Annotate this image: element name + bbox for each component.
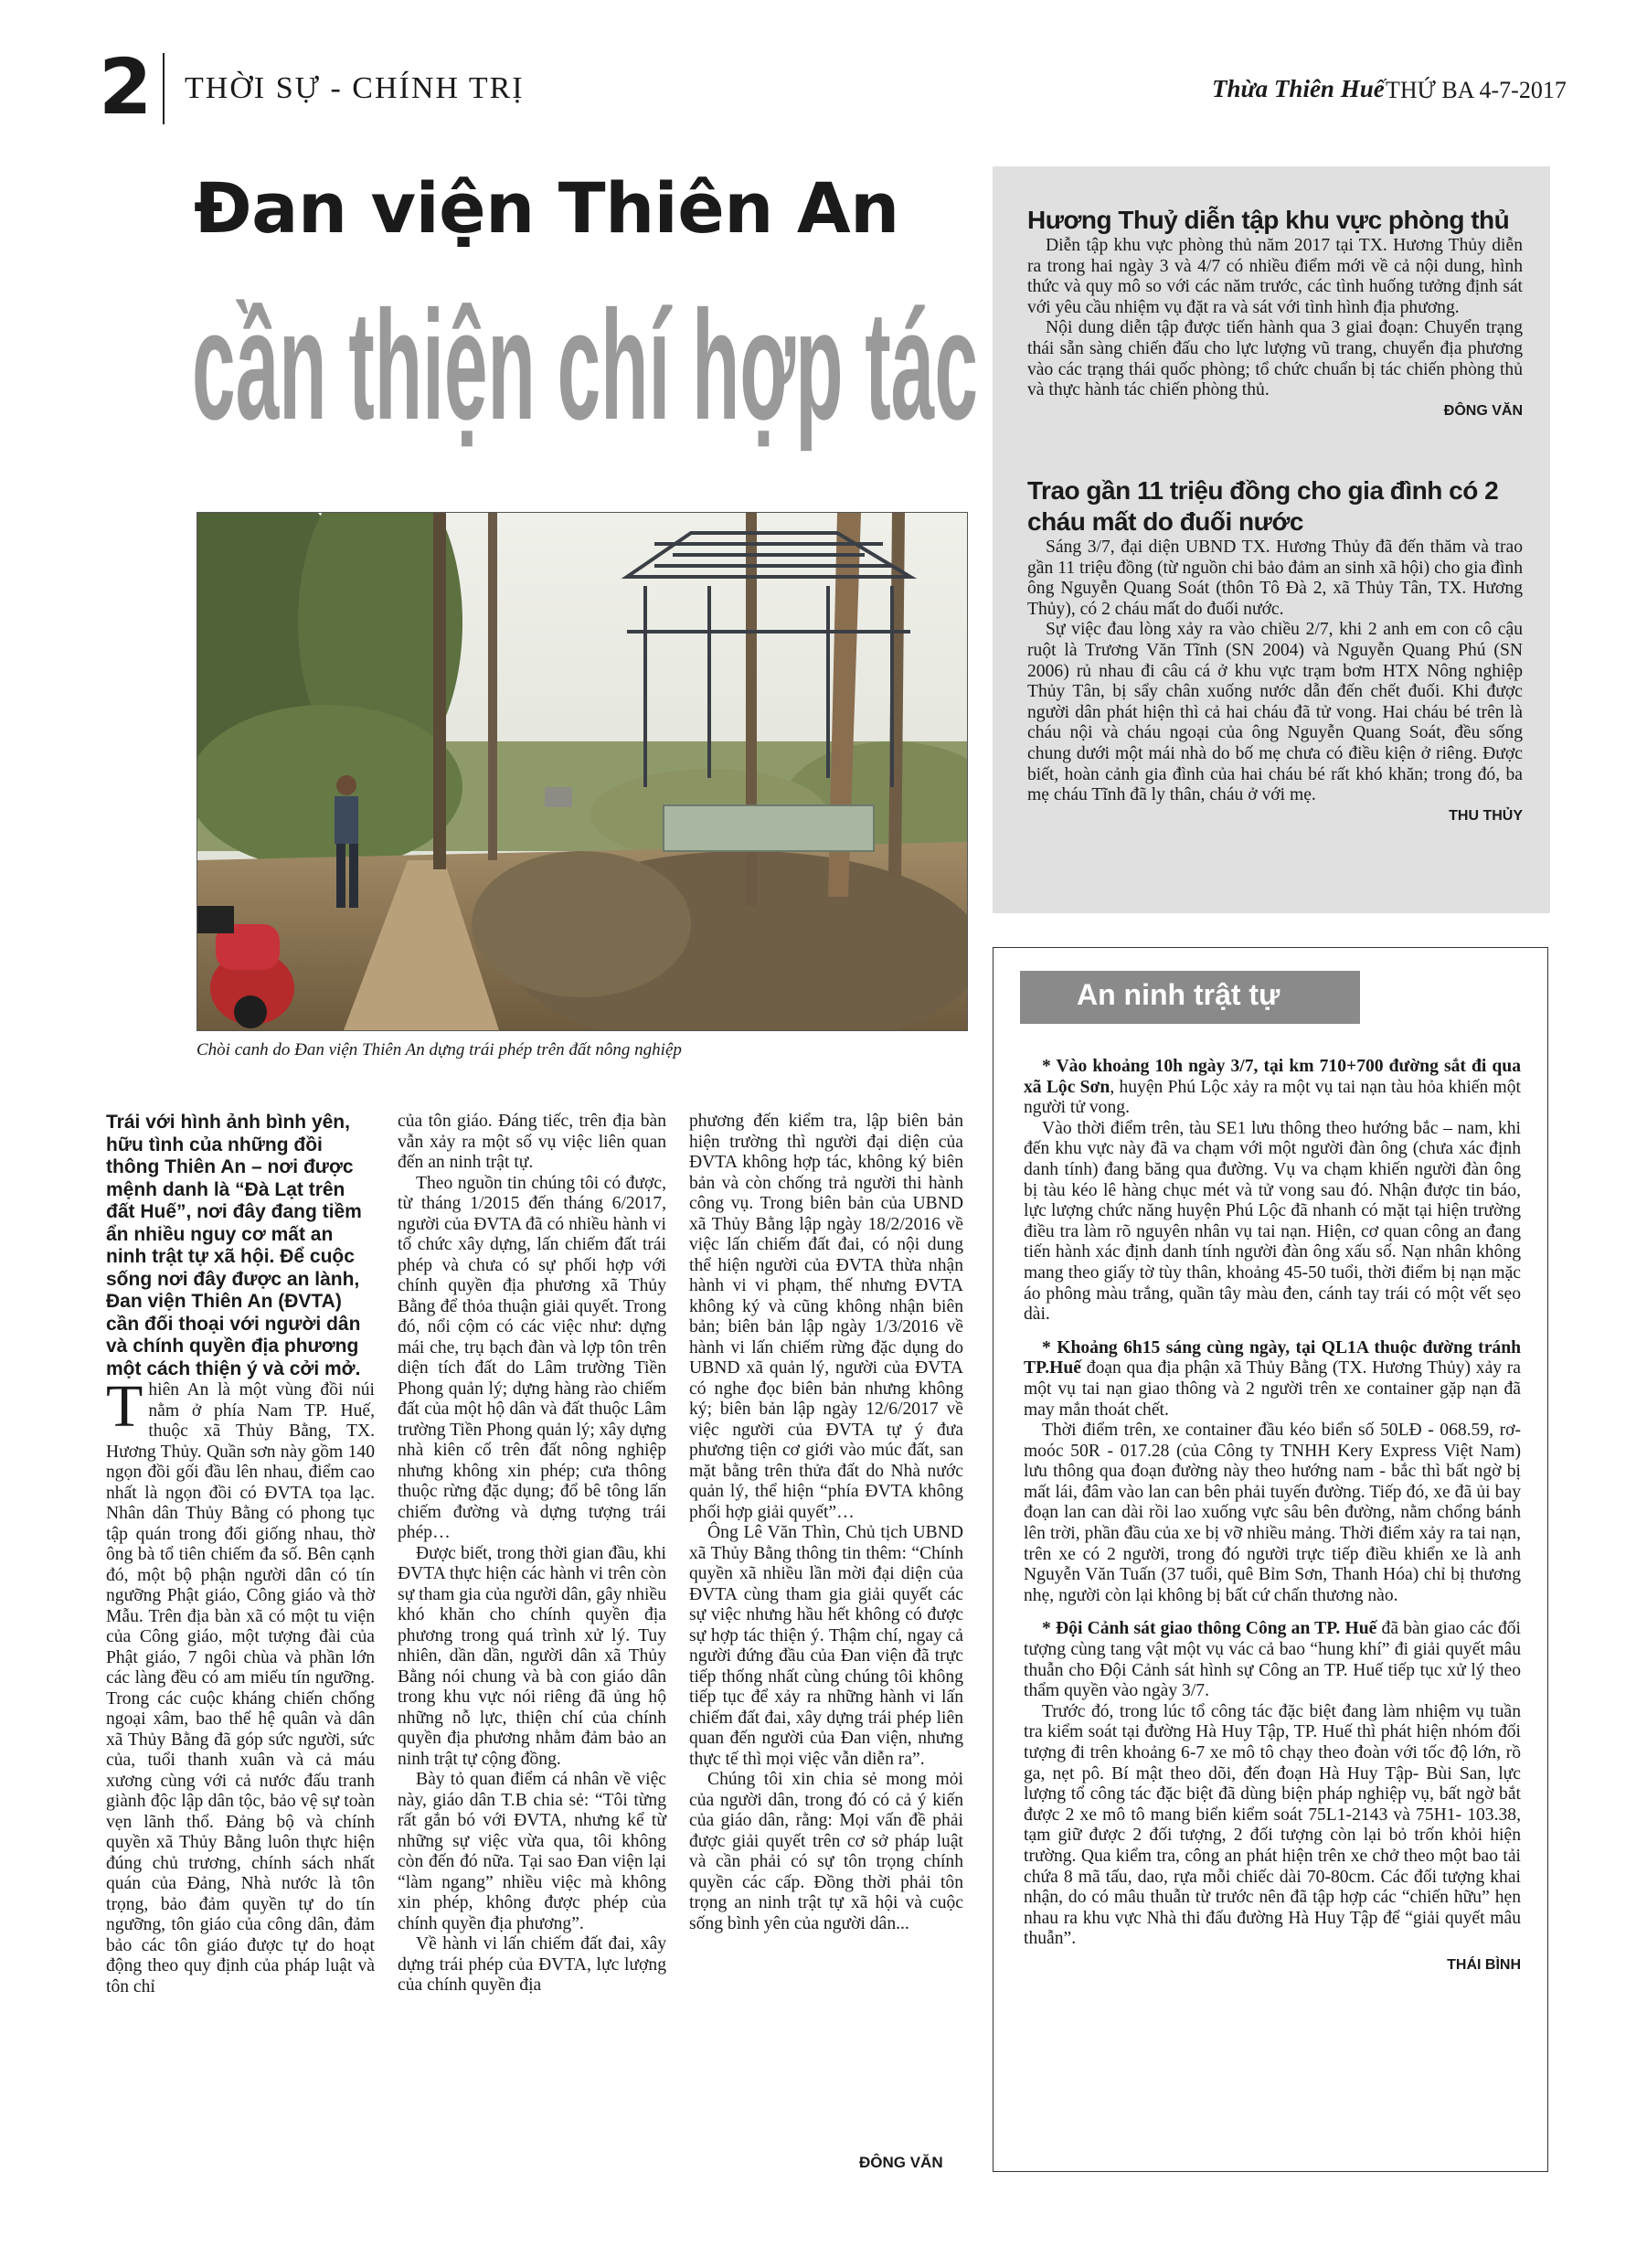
- article-paragraph: Ông Lê Văn Thìn, Chủ tịch UBND xã Thủy Bằng thông tin thêm: “Chính quyền xã nhiều lần mời đại diện của ĐVTA cùng tham gia giải quyết các sự việc nhưng hầu hết không có được sự hợp tác thiện ý. Thậm chí, ngay cả người đứng đầu của Đan viện đã trực tiếp thống nhất cùng chúng tôi không tiếp tục để xảy ra những hành vi lấn chiếm đất đai, xây dựng trái phép liên quan đến người của Đan viện, nhưng thực tế thì mọi việc vẫn diễn ra”.: [689, 1523, 963, 1769]
- article-byline: ĐÔNG VĂN: [859, 2154, 943, 2171]
- article-column-2: [398, 1112, 666, 1996]
- security-item-text: , huyện Phú Lộc xảy ra một vụ tai nạn tàu hỏa khiến một người tử vong.: [1024, 1077, 1521, 1118]
- photo-caption: Chòi canh do Đan viện Thiên An dựng trái phép trên đất nông nghiệp: [197, 1040, 682, 1059]
- paper-name: Thừa Thiên Huế: [1212, 75, 1385, 102]
- article-paragraph: phương đến kiểm tra, lập biên bản hiện trường thì người đại diện của ĐVTA không hợp tác, không ký biên bản và còn chống trả người thi hành công vụ. Trong biên bản của UBND xã Thủy Bằng lập ngày 18/2/2016 về việc lấn chiếm đất đai, có nội dung thể hiện người của ĐVTA thừa nhận hành vi vi phạm, thế nhưng ĐVTA không ký và cũng không nhận biên bản; biên bản lập ngày 1/3/2016 về hành vi lấn chiếm rừng đặc dụng do UBND xã quản lý, người của ĐVTA có nghe đọc biên bản nhưng không ký; biên bản lập ngày 12/6/2017 về việc người của ĐVTA tự ý đưa phương tiện cơ giới vào múc đất, san mặt bằng trên thửa đất do Nhà nước quản lý, thể hiện “phía ĐVTA không phối hợp giải quyết”…: [689, 1112, 963, 1522]
- security-item-lead: * Vào khoảng 10h ngày 3/7, tại km 710+700 đường sắt đi qua xã Lộc Sơn: [1024, 1057, 1521, 1097]
- news-item-byline: ĐÔNG VĂN: [1443, 402, 1523, 419]
- news-item-byline: THU THỦY: [1449, 807, 1523, 824]
- security-item: [1024, 1057, 1521, 1119]
- news-item-title: Trao gần 11 triệu đồng cho gia đình có 2 cháu mất do đuối nước: [1027, 476, 1499, 536]
- security-item-paragraph: Trước đó, trong lúc tổ công tác đặc biệt đang làm nhiệm vụ tuần tra kiểm soát tại đường Hà Huy Tập, TP. Huế thì phát hiện nhóm đối tượng đi trên khoảng 6-7 xe mô tô chạy theo đoàn với tốc độ lớn, rồ ga, nẹt pô. Bí mật theo dõi, đến đoạn Hà Huy Tập- Bùi San, lực lượng tổ công tác đặc biệt đã dùng biện pháp nghiệp vụ, bất ngờ bắt được 2 xe mô tô mang biển kiểm soát 75L1-2143 và 75H1- 103.38, tạm giữ được 2 đối tượng, 2 đối tượng còn lại bỏ trốn khỏi hiện trường. Qua kiểm tra, công an phát hiện trên xe chở theo một bao tải chứa 8 mã tấu, dao, rựa mỗi chiếc dài 70-80cm. Các đối tượng khai nhận, do có mâu thuẫn từ trước nên đã tập hợp các “chiến hữu” hẹn nhau ra khu vực Nhà thi đấu đường Hà Huy Tập để “giải quyết mâu thuẫn”.: [1024, 1701, 1521, 1949]
- article-lead: Trái với hình ảnh bình yên, hữu tình của những đồi thông Thiên An – nơi được mệnh danh là “Đà Lạt trên đất Huế”, nơi đây đang tiềm ẩn nhiều nguy cơ mất an ninh trật tự xã hội. Để cuộc sống nơi đây được an lành, Đan viện Thiên An (ĐVTA) cần đối thoại với người dân và chính quyền địa phương một cách thiện ý và cởi mở.: [106, 1112, 362, 1379]
- headline-line2: [192, 240, 987, 477]
- security-body: [1024, 1057, 1521, 1976]
- article-paragraph: Bày tỏ quan điểm cá nhân về việc này, giáo dân T.B chia sẻ: “Tôi từng rất gắn bó với ĐVTA, nhưng kể từ những sự việc vừa qua, tôi không còn đến đó nữa. Tại sao Đan viện lại “làm ngang” nhiều việc mà không xin phép, không được phép của chính quyền địa phương”.: [398, 1770, 666, 1933]
- news-item-2: [1027, 475, 1523, 825]
- article-paragraph: Về hành vi lấn chiếm đất đai, xây dựng trái phép của ĐVTA, lực lượng của chính quyền địa: [398, 1934, 666, 1995]
- security-item-text: đã bàn giao các đối tượng cùng tang vật một vụ vác cả bao “hung khí” đi giải quyết mâu thuẫn cho Đội Cảnh sát hình sự Công an TP. Huế tiếp tục xử lý theo thẩm quyền vào ngày 3/7.: [1024, 1619, 1521, 1701]
- security-item-text: đoạn qua địa phận xã Thủy Bằng (TX. Hương Thủy) xảy ra một vụ tai nạn giao thông và 2 người trên xe container gặp nạn đã may mắn thoát chết.: [1024, 1358, 1521, 1420]
- news-item-paragraph: Nội dung diễn tập được tiến hành qua 3 giai đoạn: Chuyển trạng thái sẵn sàng chiến đấu cho lực lượng vũ trang, chuyển địa phương vào các trạng thái quốc phòng; tổ chức chuẩn bị tác chiến phòng thủ và thực hành tác chiến phòng thủ.: [1027, 318, 1523, 400]
- article-column-1: [106, 1112, 375, 1997]
- headline-line1: Đan viện Thiên An: [194, 167, 899, 249]
- news-item-paragraph: Sự việc đau lòng xảy ra vào chiều 2/7, khi 2 anh em con cô cậu ruột là Trương Văn Tĩnh (SN 2004) và Nguyễn Quang Phú (SN 2006) rủ nhau đi câu cá ở khu vực trạm bơm HTX Nông nghiệp Thủy Tân, bị sẩy chân xuống nước dẫn đến chết đuối. Khi được người dân phát hiện thì cả hai cháu đã tử vong. Hai cháu bé trên là cháu nội và cháu ngoại của ông Nguyễn Quang Soát, đều sống chung dưới một mái nhà do bố mẹ chưa có điều kiện ở riêng. Được biết, hoàn cảnh gia đình của hai cháu bé rất khó khăn; trong đó, ba mẹ cháu Tĩnh đã ly thân, cháu ở với mẹ.: [1027, 620, 1523, 805]
- article-photo: [197, 512, 968, 1031]
- section-title: THỜI SỰ - CHÍNH TRỊ: [185, 71, 525, 105]
- issue-date: THỨ BA 4-7-2017: [1386, 77, 1567, 103]
- article-dropcap: T: [106, 1373, 143, 1440]
- security-tab-label: An ninh trật tự: [1077, 978, 1280, 1011]
- security-item-lead: * Khoảng 6h15 sáng cùng ngày, tại QL1A thuộc đường tránh TP.Huế: [1024, 1337, 1521, 1379]
- headline-line2-text: cần thiện chí hợp tác: [192, 279, 978, 453]
- news-item-1: [1027, 205, 1523, 420]
- article-paragraph: của tôn giáo. Đáng tiếc, trên địa bàn vẫn xảy ra một số vụ việc liên quan đến an ninh trật tự.: [398, 1112, 666, 1172]
- news-item-title: Hương Thuỷ diễn tập khu vực phòng thủ: [1027, 206, 1510, 234]
- security-item-lead: * Đội Cảnh sát giao thông Công an TP. Huế: [1042, 1619, 1377, 1639]
- security-item: [1024, 1619, 1521, 1701]
- security-byline: THÁI BÌNH: [1447, 1956, 1521, 1973]
- security-item-paragraph: Thời điểm trên, xe container đầu kéo biển số 50LĐ - 068.59, rơ-moóc 50R - 017.28 (của Công ty TNHH Kery Express Việt Nam) lưu thông qua đoạn đường này theo hướng nam - bắc thì bất ngờ bị mất lái, đâm vào lan can bên phải tuyến đường. Tiếp đó, xe đã ủi bay đoạn lan can dài rồi lao xuống vực sâu bên đường, nằm chổng bánh lên trời, phần đầu của xe bị vỡ nhiều mảng. Thời điểm xảy ra tai nạn, trên xe có 2 người, trong đó người trực tiếp điều khiển xe là anh Nguyễn Văn Tuấn (37 tuổi, quê Bỉm Sơn, Thanh Hóa) chỉ bị thương nhẹ, người còn lại không bị bất cứ chấn thương nào.: [1024, 1421, 1521, 1605]
- security-item: [1024, 1338, 1521, 1421]
- news-item-paragraph: Diễn tập khu vực phòng thủ năm 2017 tại TX. Hương Thủy diễn ra trong hai ngày 3 và 4/7 có nhiều điểm mới về cả nội dung, hình thức và quy mô so với các năm trước, các tình huống tưởng định sát với yêu cầu nhiệm vụ đặt ra và sát với tình hình địa phương.: [1027, 236, 1523, 317]
- article-paragraph: Được biết, trong thời gian đầu, khi ĐVTA thực hiện các hành vi trên còn sự tham gia của người dân, gây nhiều khó khăn cho chính quyền địa phương trong quá trình xử lý. Tuy nhiên, dần dần, người dân xã Thủy Bằng nói chung và bà con giáo dân trong khu vực nói riêng đã ủng hộ những nỗ lực, thiện chí của chính quyền địa phương nhằm đảm bảo an ninh trật tự cộng đồng.: [398, 1543, 666, 1769]
- article-column-3: [689, 1112, 963, 1934]
- article-paragraph: Chúng tôi xin chia sẻ mong mỏi của người dân, trong đó có cả ý kiến của giáo dân, rằng: Mọi vấn đề phải được giải quyết trên cơ sở pháp luật và cần phải có sự tôn trọng chính quyền các cấp. Đồng thời phải tôn trọng an ninh trật tự xã hội và cuộc sống bình yên của người dân...: [689, 1770, 963, 1933]
- page-number: 2: [99, 42, 153, 132]
- article-paragraph: hiên An là một vùng đồi núi nằm ở phía Nam TP. Huế, thuộc xã Thủy Bằng, TX. Hương Thủy. Quần sơn này gồm 140 ngọn đồi gối đầu lên nhau, điểm cao nhất là ngọn đồi có ĐVTA tọa lạc. Nhân dân Thủy Bằng có phong tục tập quán trong đối giống nhau, thờ ông bà tổ tiên chiếm đa số. Bên cạnh đó, một bộ phận người dân có tín ngưỡng Phật giáo, Công giáo và thờ Mẫu. Trên địa bàn xã có một tu viện của Công giáo, một tượng đài của Phật giáo, 7 ngôi chùa và phần lớn các làng đều có am miếu tín ngưỡng. Trong các cuộc kháng chiến chống ngoại xâm, bao thế hệ quân và dân xã Thủy Bằng đã góp sức người, sức của, tuổi thanh xuân và cả máu xương cùng với cả nước đấu tranh giành độc lập dân tộc, bảo vệ sự toàn vẹn lãnh thổ. Đảng bộ và chính quyền xã Thủy Bằng luôn thực hiện đúng chủ trương, chính sách nhất quán của Đảng, Nhà nước là tôn trọng, bảo đảm quyền tự do tín ngưỡng, tôn giáo của công dân, đảm bảo các tôn giáo được tự do hoạt động theo quy định của pháp luật và tôn chỉ: [106, 1380, 375, 1996]
- news-item-paragraph: Sáng 3/7, đại diện UBND TX. Hương Thủy đã đến thăm và trao gần 11 triệu đồng (từ nguồn chi bảo đảm an sinh xã hội) cho gia đình ông Nguyễn Quang Soát (thôn Tô Đà 2, xã Thủy Tân, TX. Hương Thủy), có 2 cháu mất do đuối nước.: [1027, 538, 1523, 619]
- article-paragraph: Theo nguồn tin chúng tôi có được, từ tháng 1/2015 đến tháng 6/2017, người của ĐVTA đã có nhiều hành vi tổ chức xây dựng, lấn chiếm đất trái phép và chưa có sự phối hợp với chính quyền địa phương xã Thủy Bằng để thỏa thuận giải quyết. Trong đó, nổi cộm có các việc như: dựng mái che, trụ bạch đàn và lợp tôn trên diện tích đất do Lâm trường Tiền Phong quản lý; dựng hàng rào chiếm đất của một hộ dân và đất thuộc Lâm trường Tiền Phong quản lý; xây dựng nhà kiên cố trên đất nông nghiệp nhưng không xin phép; cưa thông thuộc rừng đặc dụng; đổ bê tông lấn chiếm đường và dựng tượng trái phép…: [398, 1173, 666, 1542]
- news-box: [993, 166, 1550, 913]
- header-divider: [163, 53, 165, 124]
- security-item-paragraph: Vào thời điểm trên, tàu SE1 lưu thông theo hướng bắc – nam, khi đến khu vực này đã va chạm với một người đàn ông (chưa xác định danh tính) đang băng qua đường. Vụ va chạm khiến người đàn ông bị tàu kéo lê hàng chục mét và tử vong sau đó. Nhận được tin báo, lực lượng chức năng huyện Phú Lộc đã nhanh có mặt tại hiện trường điều tra làm rõ nguyên nhân vụ tai nạn. Hiện, cơ quan công an đang tiến hành xác định danh tính người đàn ông xấu số. Nạn nhân không mang theo giấy tờ tùy thân, khoảng 45-50 tuổi, thời điểm bị nạn mặc áo phông màu trắng, quần tây màu đen, cánh tay trái có một vết sẹo dài.: [1024, 1118, 1521, 1325]
